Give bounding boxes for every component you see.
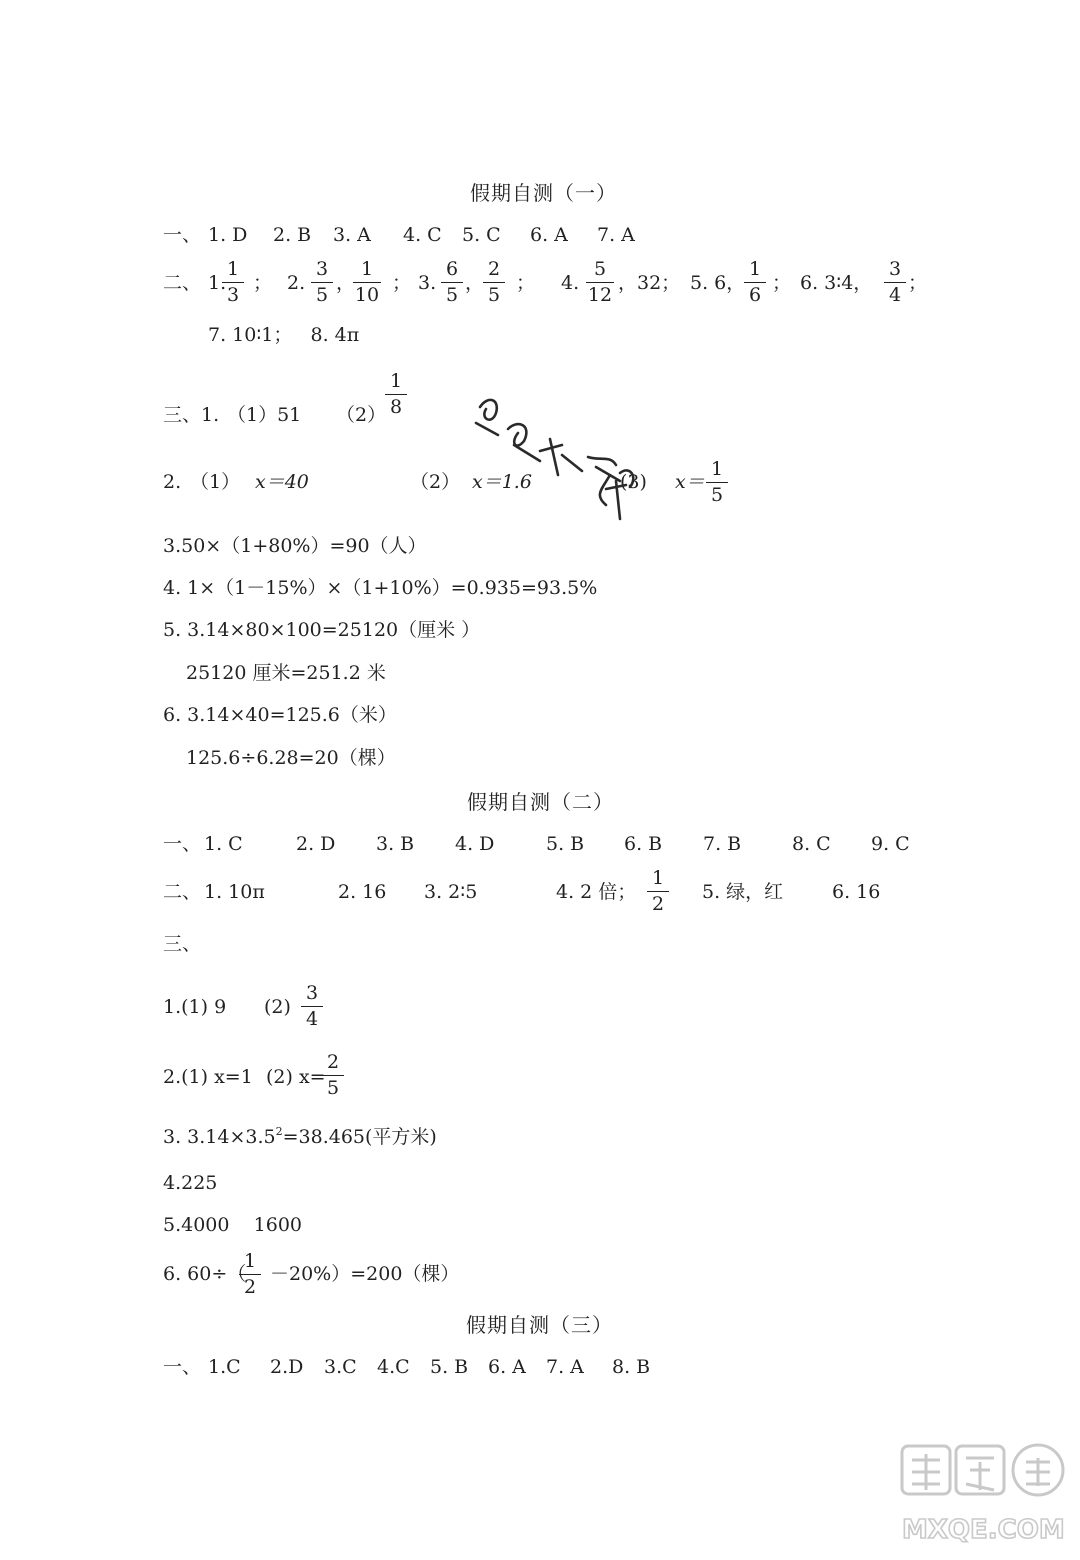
s2-choice-answer: 6. B: [624, 833, 663, 855]
s1-p3-q2-c: x＝: [675, 471, 705, 493]
separator: ；: [772, 272, 792, 294]
s2-p3-q5: 5.4000 1600: [163, 1214, 302, 1236]
svg-text:MXQE.COM: MXQE.COM: [902, 1515, 1065, 1545]
s1-choice-answer: 3. A: [333, 224, 371, 246]
s2-p2-q1: 1. 10π: [204, 881, 265, 903]
s3-choice-answer: 4.C: [377, 1356, 410, 1378]
s1-p2-q1-label: 1.: [208, 272, 227, 294]
s3-choice-answer: 6. A: [488, 1356, 526, 1378]
fraction: 5 12: [587, 258, 613, 306]
fraction: 2 5: [474, 260, 514, 305]
s1-p2-q5-label: 5. 6，: [690, 272, 746, 294]
section-3-title: 假期自测（三）: [466, 1313, 613, 1337]
s2-p3-q2-a: 2.(1) x=1: [163, 1066, 253, 1088]
s2-choice-answer: 3. B: [376, 833, 415, 855]
fraction: 3 4: [292, 984, 332, 1029]
s2-part1-prefix: 一、: [163, 833, 202, 855]
s1-p3-q4: 4. 1×（1－15%）×（1+10%）=0.935=93.5%: [163, 577, 598, 599]
fraction: 6 5: [432, 260, 472, 305]
s2-p3-q3: 3. $3.14\times 3.5^2=38.465$(平方米): [163, 1125, 437, 1148]
fraction: 3 5: [302, 260, 342, 305]
s2-p3-q6-pre: 6. 60÷（: [163, 1263, 247, 1285]
s2-part2-prefix: 二、: [163, 881, 202, 903]
s2-choice-answer: 2. D: [296, 833, 336, 855]
separator: ，: [465, 272, 485, 294]
s1-p3-q2-b: x＝1.6: [472, 471, 532, 493]
fraction: 1 10: [354, 258, 380, 306]
s3-choice-answer: 3.C: [324, 1356, 357, 1378]
s1-choice-answer: 1. D: [208, 224, 248, 246]
section-1-title: 假期自测（一）: [470, 181, 617, 205]
s1-p2-q4-label: 4.: [561, 272, 580, 294]
separator: ；: [392, 272, 412, 294]
separator: ；: [253, 272, 273, 294]
s1-choice-answer: 5. C: [462, 224, 501, 246]
s2-choice-answer: 9. C: [871, 833, 910, 855]
s2-p2-q4: 4. 2 倍；: [556, 881, 637, 903]
fraction: 1 5: [697, 460, 737, 505]
s1-p2-line2: 7. 10∶1； 8. 4π: [208, 324, 360, 346]
s1-p3-q2-b-label: （2）: [410, 471, 461, 493]
fraction: 1 3: [213, 260, 253, 305]
s3-choice-answer: 8. B: [612, 1356, 651, 1378]
s3-choice-answer: 1.C: [208, 1356, 241, 1378]
separator: ，: [336, 272, 356, 294]
s1-p2-q4-rest: ，32；: [618, 272, 681, 294]
s3-part1-prefix: 一、: [163, 1356, 202, 1378]
s3-choice-answer: 2.D: [270, 1356, 304, 1378]
s1-choice-answer: 6. A: [530, 224, 568, 246]
s2-choice-answer: 4. D: [455, 833, 495, 855]
s2-choice-answer: 8. C: [792, 833, 831, 855]
fraction: 1 2: [230, 1252, 270, 1297]
s1-p3-q2-a-label: （1）: [190, 471, 241, 493]
s2-choice-answer: 7. B: [703, 833, 742, 855]
s3-choice-answer: 7. A: [546, 1356, 584, 1378]
s1-p3-q2-prefix: 2.: [163, 471, 182, 493]
separator: ；: [516, 272, 536, 294]
s1-choice-answer: 7. A: [597, 224, 635, 246]
s2-p3-q2-b: (2) x=: [266, 1066, 326, 1088]
s1-p3-q3: 3.50×（1+80%）=90（人）: [163, 535, 427, 557]
s1-p3-q6-line1: 6. 3.14×40=125.6（米）: [163, 704, 397, 726]
s2-p2-q3: 3. 2∶5: [424, 881, 478, 903]
fraction: 2 5: [313, 1053, 353, 1098]
s1-p3-q6-line2: 125.6÷6.28=20（棵）: [186, 747, 396, 769]
s2-p2-q6: 6. 16: [832, 881, 881, 903]
s1-p3-q1-prefix: 三、1.: [163, 404, 220, 426]
s2-choice-answer: 5. B: [546, 833, 585, 855]
section-2-title: 假期自测（二）: [467, 790, 614, 814]
s1-p3-q5-line2: 25120 厘米=251.2 米: [186, 662, 386, 684]
s1-p2-q2-label: 2.: [287, 272, 306, 294]
s2-p2-q5: 5. 绿，红: [702, 881, 784, 903]
s1-p3-q5-line1: 5. 3.14×80×100=25120（厘米 ）: [163, 619, 481, 641]
s1-p3-q2-a: x＝40: [255, 471, 309, 493]
fraction: 1 2: [638, 869, 678, 914]
s2-p3-q1-a: 1.(1) 9: [163, 996, 227, 1018]
s2-p2-q2: 2. 16: [338, 881, 387, 903]
s1-choice-answer: 2. B: [273, 224, 312, 246]
s2-part3-prefix: 三、: [163, 933, 202, 955]
separator: ；: [908, 272, 928, 294]
s2-p3-q4: 4.225: [163, 1172, 218, 1194]
s1-p3-q1-a: （1）51: [227, 404, 302, 426]
s1-p2-q3-label: 3.: [418, 272, 437, 294]
handwriting-scribble: [470, 385, 670, 525]
s3-choice-answer: 5. B: [430, 1356, 469, 1378]
s1-p3-q1-b: （2）: [336, 404, 387, 426]
s1-p3-q2-c-label: (3): [620, 471, 647, 493]
s2-p3-q6-post: －20%）=200（棵）: [270, 1263, 460, 1285]
s2-p3-q1-b: (2): [264, 996, 291, 1018]
s1-part2-prefix: 二、: [163, 272, 202, 294]
s2-choice-answer: 1. C: [204, 833, 243, 855]
s1-part1-prefix: 一、: [163, 224, 202, 246]
s1-choice-answer: 4. C: [403, 224, 442, 246]
watermark-logo: [898, 1440, 1068, 1555]
fraction: 1 6: [735, 260, 775, 305]
fraction: 1 8: [376, 372, 416, 417]
fraction: 3 4: [875, 260, 915, 305]
s1-p2-q6-label: 6. 3∶4，: [800, 272, 873, 294]
